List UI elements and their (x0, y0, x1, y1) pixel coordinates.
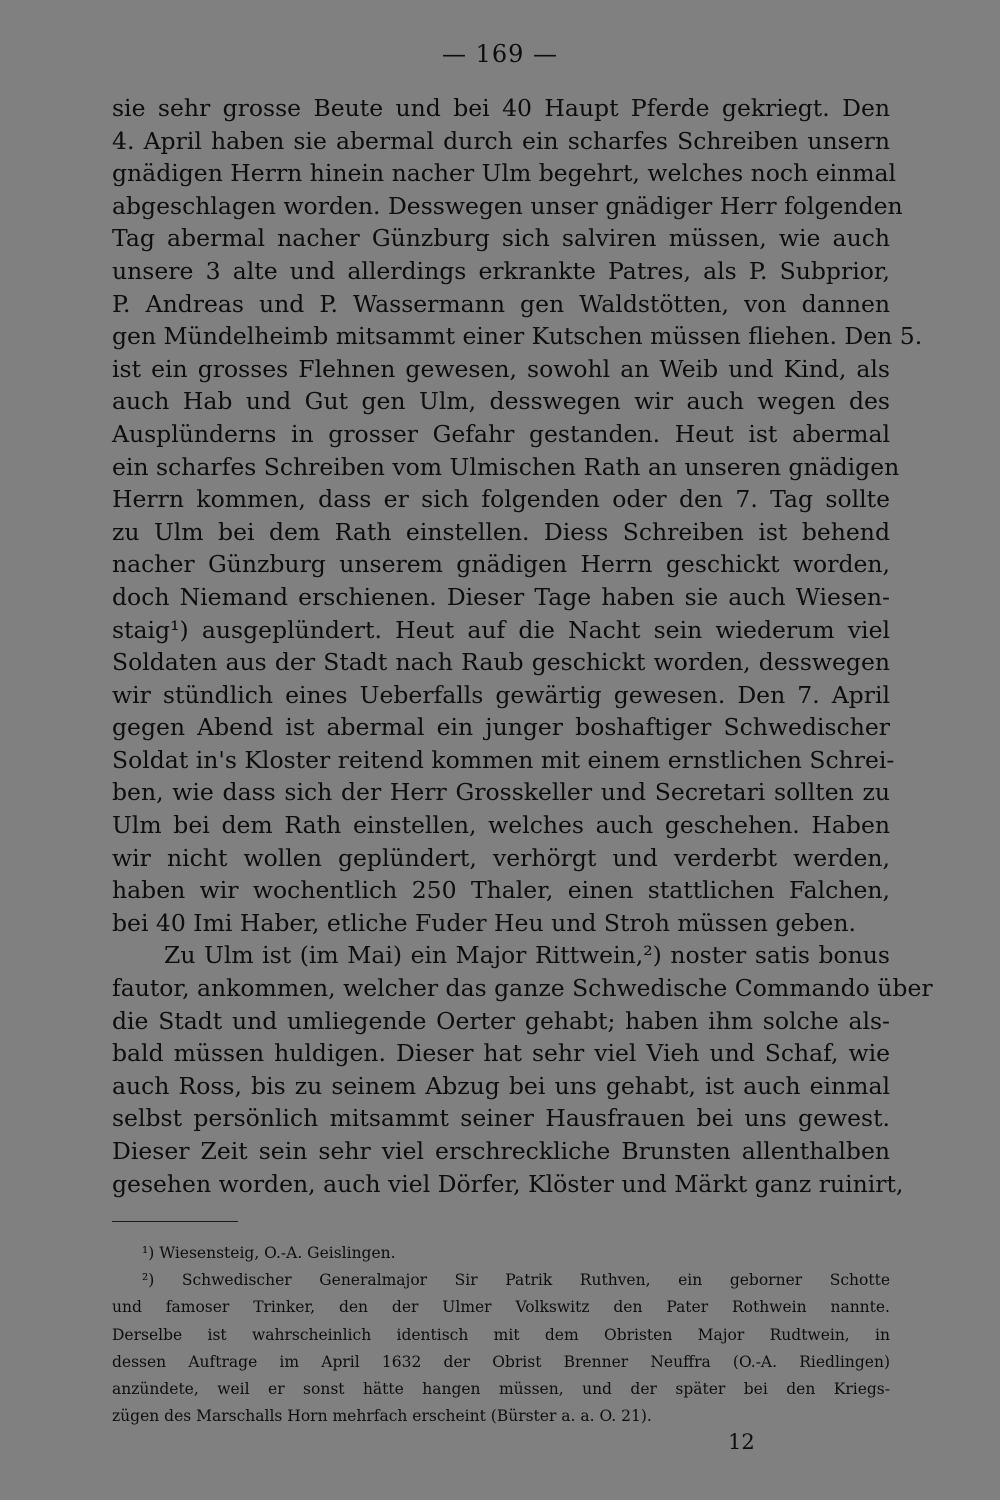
text-line: bei 40 Imi Haber, etliche Fuder Heu und Stroh müssen geben. (112, 908, 856, 937)
text-line: Ulm bei dem Rath einstellen, welches auch geschehen. Haben (112, 811, 890, 840)
footnote-line: anzündete, weil er sonst hätte hangen müssen, und der später bei den Kriegs- (112, 1380, 890, 1399)
page-number: — 169 — (441, 40, 559, 68)
text-line: abgeschlagen worden. Desswegen unser gnädiger Herr folgenden (112, 191, 903, 220)
text-line: zu Ulm bei dem Rath einstellen. Diess Schreiben ist behend (112, 517, 890, 546)
body-text (112, 92, 933, 1200)
text-line: staig¹) ausgeplündert. Heut auf die Nacht sein wiederum viel (112, 615, 890, 644)
text-line: Herrn kommen, dass er sich folgenden oder den 7. Tag sollte (112, 485, 890, 514)
text-line: haben wir wochentlich 250 Thaler, einen stattlichen Falchen, (112, 876, 890, 905)
text-line: ein scharfes Schreiben vom Ulmischen Rath an unseren gnädigen (112, 452, 900, 481)
paragraph-first-line: Zu Ulm ist (im Mai) ein Major Rittwein,²) noster satis bonus (164, 941, 890, 970)
text-line: Tag abermal nacher Günzburg sich salviren müssen, wie auch (112, 224, 890, 253)
text-line: Soldaten aus der Stadt nach Raub geschickt worden, desswegen (112, 648, 890, 677)
text-line: auch Ross, bis zu seinem Abzug bei uns gehabt, ist auch einmal (112, 1071, 890, 1100)
text-line: gesehen worden, auch viel Dörfer, Klöster und Märkt ganz ruinirt, (112, 1169, 904, 1198)
footnote-divider (112, 1221, 238, 1222)
text-line: P. Andreas und P. Wassermann gen Waldstötten, von dannen (112, 289, 890, 318)
text-line: Dieser Zeit sein sehr viel erschreckliche Brunsten allenthalben (112, 1137, 890, 1165)
footnote-1: ¹) Wiesensteig, O.-A. Geislingen. (142, 1244, 396, 1262)
text-line: auch Hab und Gut gen Ulm, desswegen wir auch wegen des (112, 387, 890, 416)
text-line: wir stündlich eines Ueberfalls gewärtig gewesen. Den 7. April (112, 680, 890, 709)
signature-mark: 12 (728, 1430, 755, 1454)
footnote-line: zügen des Marschalls Horn mehrfach erscheint (Bürster a. a. O. 21). (112, 1407, 652, 1426)
text-line: Soldat in's Kloster reitend kommen mit einem ernstlichen Schrei- (112, 745, 895, 774)
text-line: selbst persönlich mitsammt seiner Hausfrauen bei uns gewest. (112, 1104, 890, 1133)
text-line: nacher Günzburg unserem gnädigen Herrn geschickt worden, (112, 550, 890, 579)
text-line: unsere 3 alte und allerdings erkrankte Patres, als P. Subprior, (112, 256, 890, 285)
text-line: ben, wie dass sich der Herr Grosskeller und Secretari sollten zu (112, 778, 890, 807)
text-line: 4. April haben sie abermal durch ein scharfes Schreiben unsern (112, 126, 890, 155)
text-line: gnädigen Herrn hinein nacher Ulm begehrt, welches noch einmal (112, 159, 897, 188)
text-line: gen Mündelheimb mitsammt einer Kutschen müssen fliehen. Den 5. (112, 322, 923, 351)
footnote-line: dessen Auftrage im April 1632 der Obrist Brenner Neuffra (O.-A. Riedlingen) (112, 1352, 890, 1371)
footnote-line: und famoser Trinker, den der Ulmer Volkswitz den Pater Rothwein nannte. (112, 1298, 890, 1317)
text-line: gegen Abend ist abermal ein junger boshaftiger Schwedischer (112, 713, 890, 742)
footnotes (112, 1240, 890, 1430)
text-line: wir nicht wollen geplündert, verhörgt und verderbt werden, (112, 843, 890, 872)
footnote-2: ²) Schwedischer Generalmajor Sir Patrik Ruthven, ein geborner Schotte (142, 1271, 890, 1290)
text-line: fautor, ankommen, welcher das ganze Schwedische Commando über (112, 974, 933, 1003)
footnote-line: Derselbe ist wahrscheinlich identisch mit dem Obristen Major Rudtwein, in (112, 1325, 890, 1344)
text-line: sie sehr grosse Beute und bei 40 Haupt Pferde gekriegt. Den (112, 94, 890, 122)
text-line: die Stadt und umliegende Oerter gehabt; haben ihm solche als- (112, 1006, 890, 1035)
text-line: bald müssen huldigen. Dieser hat sehr viel Vieh und Schaf, wie (112, 1039, 890, 1068)
text-line: doch Niemand erschienen. Dieser Tage haben sie auch Wiesen- (112, 582, 890, 611)
text-line: ist ein grosses Flehnen gewesen, sowohl an Weib und Kind, als (112, 354, 890, 383)
text-line: Ausplünderns in grosser Gefahr gestanden. Heut ist abermal (112, 419, 890, 448)
